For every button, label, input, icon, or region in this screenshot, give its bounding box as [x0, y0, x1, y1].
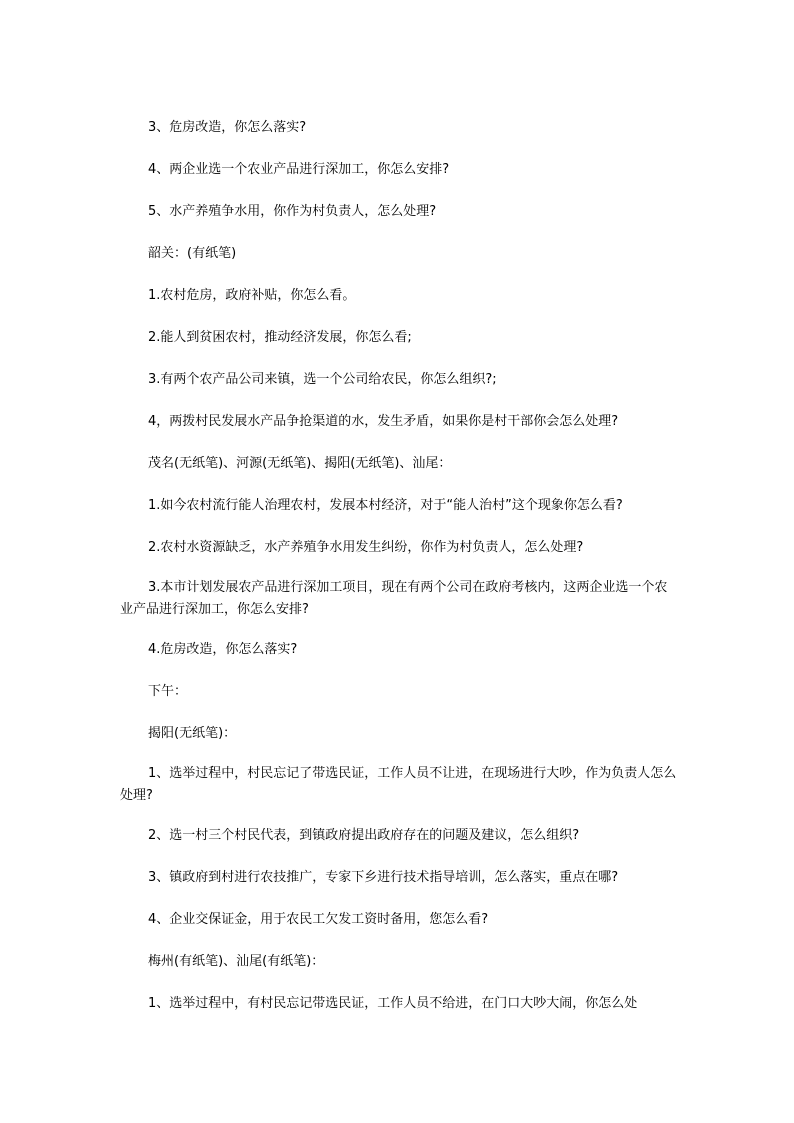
paragraph: 1.如今农村流行能人治理农村，发展本村经济，对于“能人治村”这个现象你怎么看?	[148, 498, 623, 513]
paragraph: 3.有两个农产品公司来镇，选一个公司给农民，你怎么组织?;	[148, 372, 497, 387]
section-heading: 梅州(有纸笔)、汕尾(有纸笔)：	[148, 954, 325, 969]
section-heading: 下午：	[148, 684, 188, 699]
paragraph: 4.危房改造，你怎么落实?	[148, 642, 298, 657]
paragraph: 4，两拨村民发展水产品争抢渠道的水，发生矛盾，如果你是村干部你会怎么处理?	[148, 414, 619, 429]
paragraph: 1、选举过程中，有村民忘记带选民证，工作人员不给进，在门口大吵大闹，你怎么处	[148, 996, 638, 1011]
paragraph: 2、选一村三个村民代表，到镇政府提出政府存在的问题及建议，怎么组织?	[148, 828, 580, 843]
paragraph: 2.能人到贫困农村，推动经济发展，你怎么看;	[148, 330, 412, 345]
paragraph: 1、选举过程中，村民忘记了带选民证，工作人员不让进，在现场进行大吵，作为负责人怎么处理?	[120, 766, 677, 803]
paragraph: 3.本市计划发展农产品进行深加工项目，现在有两个公司在政府考核内，这两企业选一个农业产品进行深加工，你怎么安排?	[120, 580, 668, 617]
paragraph: 2.农村水资源缺乏，水产养殖争水用发生纠纷，你作为村负责人，怎么处理?	[148, 540, 584, 555]
section-heading: 茂名(无纸笔)、河源(无纸笔)、揭阳(无纸笔)、汕尾：	[148, 456, 452, 471]
paragraph: 3、危房改造，你怎么落实?	[148, 120, 307, 135]
paragraph: 4、两企业选一个农业产品进行深加工，你怎么安排?	[148, 162, 450, 177]
paragraph: 5、水产养殖争水用，你作为村负责人，怎么处理?	[148, 204, 437, 219]
paragraph: 3、镇政府到村进行农技推广，专家下乡进行技术指导培训，怎么落实，重点在哪?	[148, 870, 619, 885]
paragraph: 4、企业交保证金，用于农民工欠发工资时备用，您怎么看?	[148, 912, 489, 927]
section-heading: 揭阳(无纸笔)：	[148, 726, 237, 741]
section-heading: 韶关：(有纸笔)	[148, 246, 237, 261]
paragraph: 1.农村危房，政府补贴，你怎么看。	[148, 288, 356, 303]
